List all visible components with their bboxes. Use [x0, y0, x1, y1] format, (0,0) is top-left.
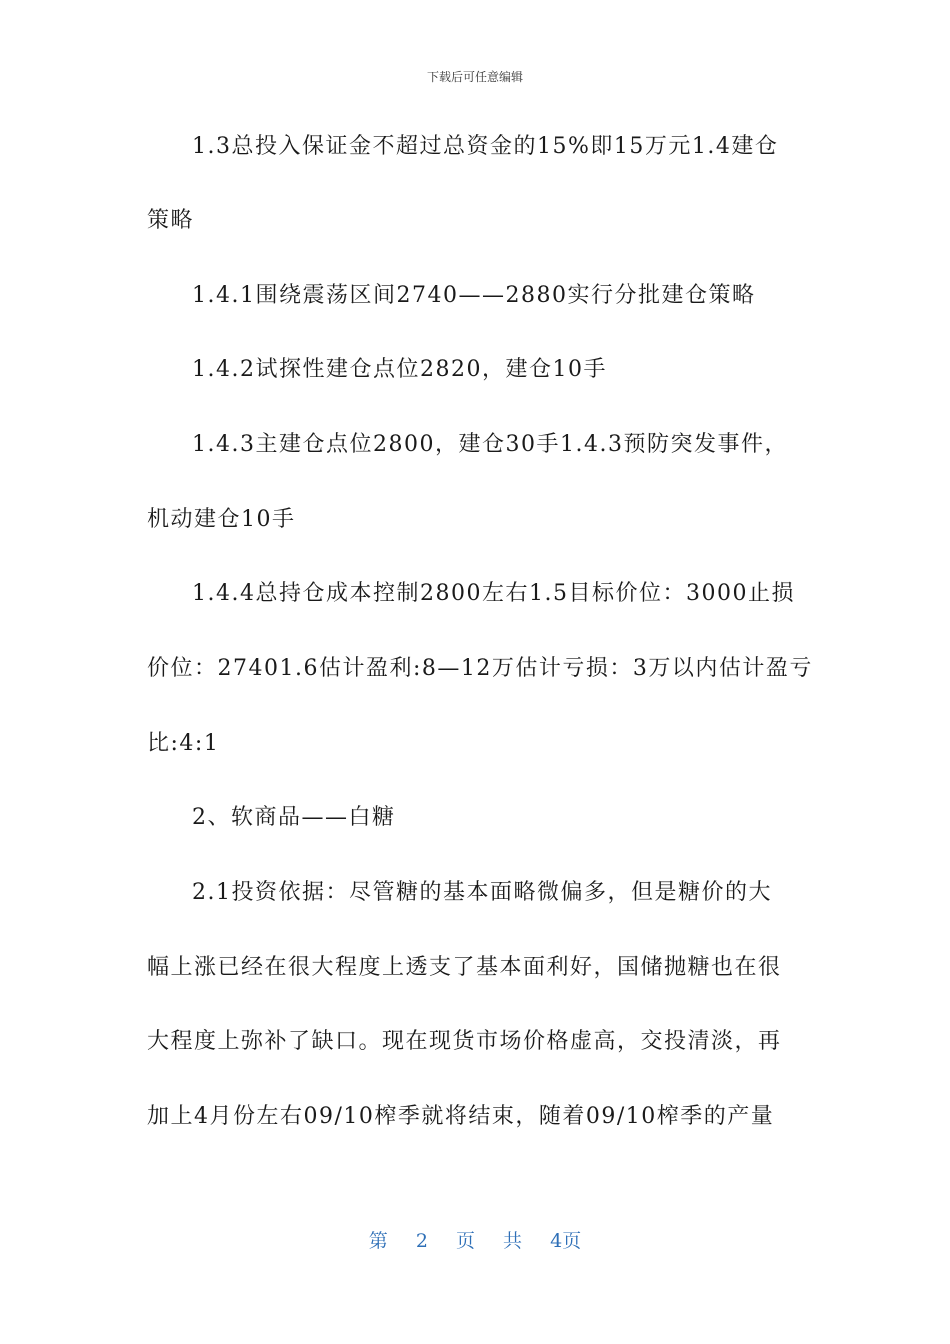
section-heading: 2、软商品——白糖	[192, 805, 396, 830]
paragraph-line: 加上4月份左右09/10榨季就将结束，随着09/10榨季的产量	[147, 1104, 775, 1129]
paragraph-line: 机动建仓10手	[147, 507, 296, 532]
footer-label: 共	[503, 1230, 523, 1252]
page-footer	[0, 1226, 950, 1253]
paragraph-line: 1.4.1围绕震荡区间2740——2880实行分批建仓策略	[192, 283, 756, 308]
paragraph-line: 价位：27401.6估计盈利:8—12万估计亏损：3万以内估计盈亏	[147, 656, 813, 681]
footer-label: 第	[368, 1230, 388, 1252]
page-number-total: 4页	[550, 1230, 582, 1252]
paragraph-line: 1.4.4总持仓成本控制2800左右1.5目标价位：3000止损	[192, 581, 795, 606]
paragraph-line: 比:4:1	[147, 731, 220, 756]
paragraph-line: 2.1投资依据：尽管糖的基本面略微偏多，但是糖价的大	[192, 880, 772, 905]
paragraph-line: 策略	[147, 208, 195, 233]
paragraph-line: 1.3总投入保证金不超过总资金的15%即15万元1.4建仓	[192, 134, 779, 159]
paragraph-line: 幅上涨已经在很大程度上透支了基本面利好，国储抛糖也在很	[147, 955, 782, 980]
page-number-current: 2	[415, 1230, 428, 1252]
header-note: 下载后可任意编辑	[426, 70, 523, 84]
footer-label: 页	[455, 1230, 475, 1252]
paragraph-line: 1.4.3主建仓点位2800，建仓30手1.4.3预防突发事件，	[192, 432, 788, 457]
paragraph-line: 1.4.2试探性建仓点位2820，建仓10手	[192, 357, 607, 382]
paragraph-line: 大程度上弥补了缺口。现在现货市场价格虚高，交投清淡，再	[147, 1029, 782, 1054]
